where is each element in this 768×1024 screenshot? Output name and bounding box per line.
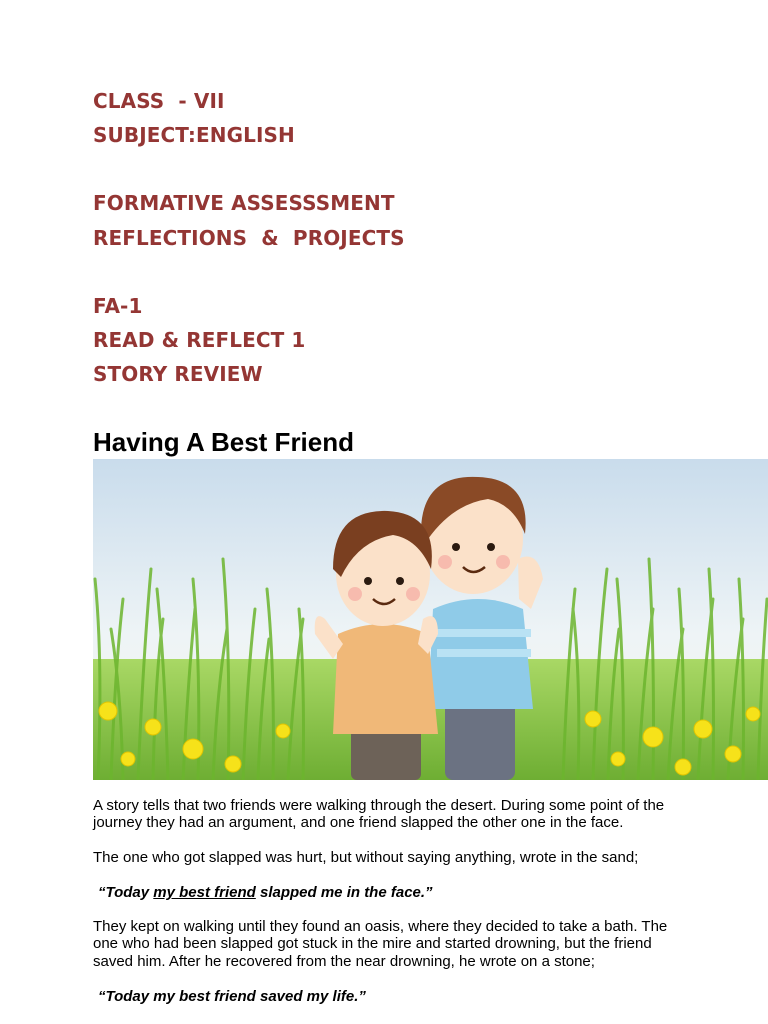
class-heading: CLASS - VII xyxy=(93,89,225,113)
quote-1-underlined: my best friend xyxy=(153,884,256,901)
fa-heading: FA-1 xyxy=(93,294,143,318)
friends-illustration xyxy=(93,459,768,780)
read-reflect-heading: READ & REFLECT 1 xyxy=(93,328,306,352)
story-review-heading: STORY REVIEW xyxy=(93,362,263,386)
story-paragraph-2: The one who got slapped was hurt, but without saying anything, wrote in the sand; xyxy=(93,849,639,866)
story-paragraph-3: They kept on walking until they found an oasis, where they decided to take a bath. The one who had been slapped got stuck in the mire and started drowning, but the friend saved him. After he recovered from the near drowning, he wrote on a stone; xyxy=(93,918,668,970)
quote-1-end: slapped me in the face.” xyxy=(255,884,433,901)
subject-heading: SUBJECT:ENGLISH xyxy=(93,123,295,147)
story-quote-2: “Today my best friend saved my life.” xyxy=(98,988,366,1005)
reflections-heading: REFLECTIONS & PROJECTS xyxy=(93,226,405,250)
story-paragraph-1: A story tells that two friends were walking through the desert. During some point of the journey they had an argument, and one friend slapped the other one in the face. xyxy=(93,797,665,832)
assessment-heading: FORMATIVE ASSESSSMENT xyxy=(93,191,395,215)
story-quote-1 xyxy=(98,884,433,901)
quote-1-start: “Today xyxy=(98,884,154,901)
story-title: Having A Best Friend xyxy=(93,427,355,457)
